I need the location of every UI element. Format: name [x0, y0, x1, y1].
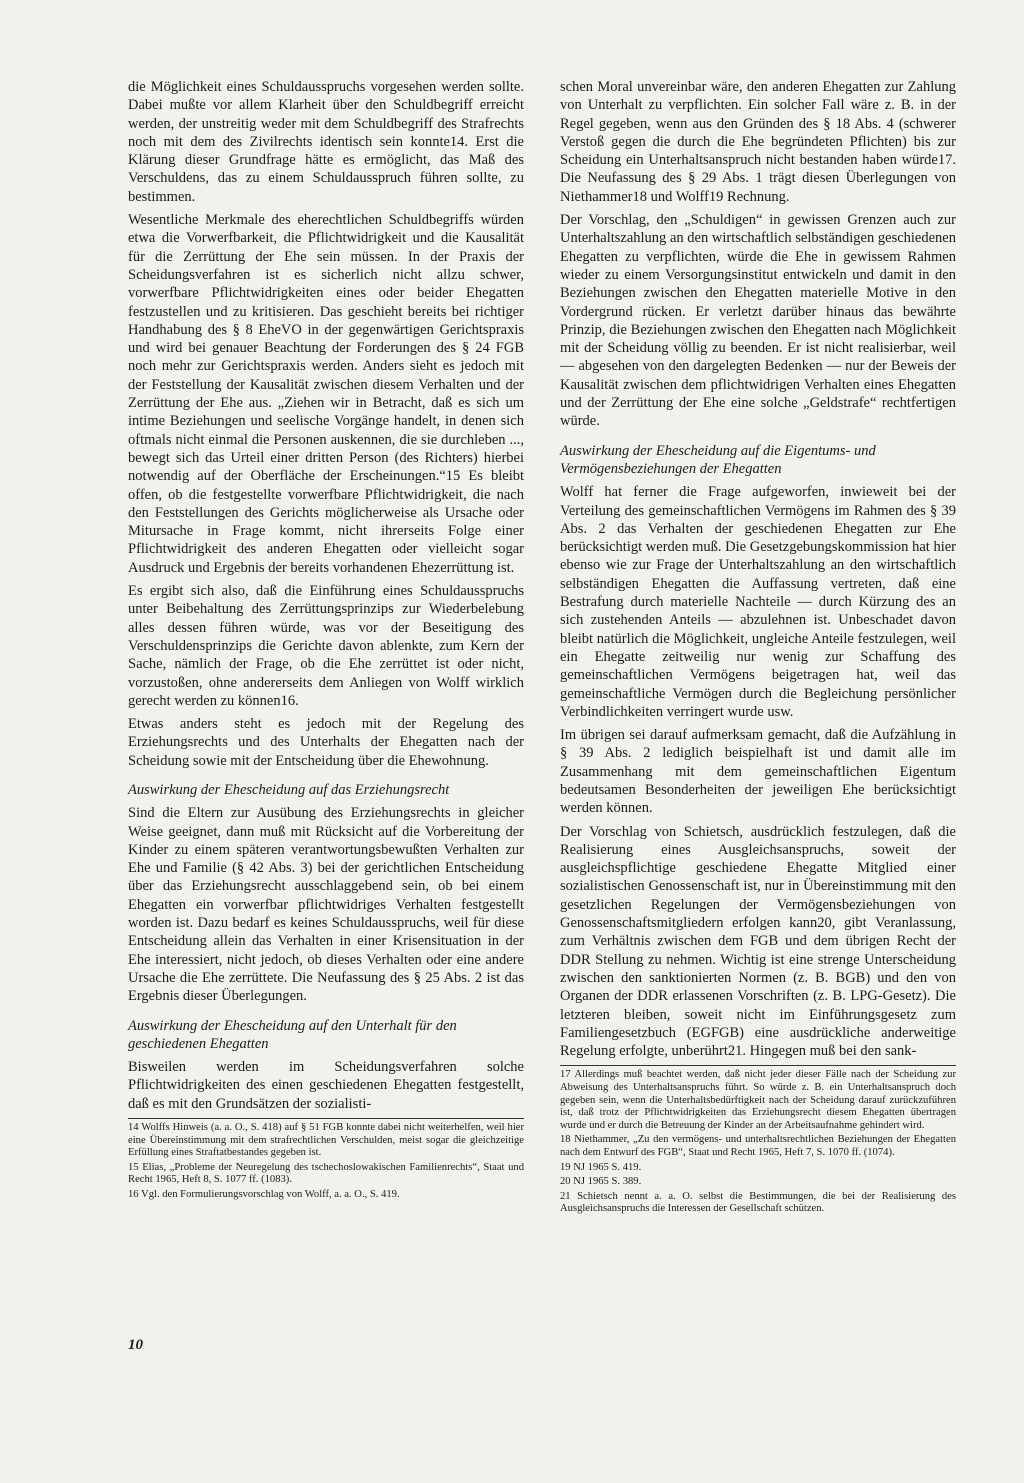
footnote: 21 Schietsch nennt a. a. O. selbst die Bestimmungen, die bei der Realisierung des Ausgleichsanspruchs die Interessen der Gesellschaft schützen.: [560, 1190, 956, 1215]
paragraph: Der Vorschlag, den „Schuldigen“ in gewissen Grenzen auch zur Unterhaltszahlung an den wirtschaftlich selbständigen geschiedenen Ehegatten zu verpflichten, würde die Ehe in gewissem Rahmen wieder zu einem Versorgungsinstitut entwickeln und damit in den Beziehungen zwischen den Ehegatten materielle Motive in den Vordergrund rücken. Er verletzt darüber hinaus das bewährte Prinzip, die Beziehungen zwischen den Ehegatten nach Möglichkeit mit der Scheidung völlig zu beenden. Er ist nicht realisierbar, weil — abgesehen von den dargelegten Bedenken — nur der Beweis der Kausalität zwischen dem pflichtwidrigen Verhalten eines Ehegatten und der Zerrüttung der Ehe eine solche „Geldstrafe“ rechtfertigen würde.: [560, 212, 956, 430]
paragraph: Wolff hat ferner die Frage aufgeworfen, inwieweit bei der Verteilung des gemeinschaftlichen Vermögens im Rahmen des § 39 Abs. 2 das Verhalten der geschiedenen Ehegatten zur Ehe berücksichtigt werden muß. Die Gesetzgebungskommission hat hier ebenso wie zur Frage der Unterhaltszahlung an den wirtschaftlich selbständigen Ehegatten die Auffassung vertreten, daß eine Bestrafung durch materielle Nachteile — durch Kürzung des an sich zustehenden Anteils — abzulehnen ist. Unbeschadet davon bleibt natürlich die Möglichkeit, ungleiche Anteile festzulegen, weil ein Ehegatte zeitweilig nur wenig zur Schaffung des gemeinschaftlichen Vermögens beigetragen hat, weil das gemeinschaftliche Vermögen durch die Begleichung persönlicher Verbindlichkeiten verringert wurde usw.: [560, 484, 956, 720]
right-body: [560, 78, 956, 1060]
footnote: 14 Wolffs Hinweis (a. a. O., S. 418) auf § 51 FGB konnte dabei nicht weiterhelfen, weil hier eine Übereinstimmung mit dem strafrechtlichen Verschulden, meist sogar die gleichzeitige Erfüllung eines Straftatbestandes gegeben ist.: [128, 1122, 524, 1159]
footnote: 19 NJ 1965 S. 419.: [560, 1161, 642, 1173]
left-body: [128, 78, 524, 1113]
footnote: 16 Vgl. den Formulierungsvorschlag von Wolff, a. a. O., S. 419.: [128, 1189, 400, 1200]
section-heading-erziehungsrecht: Auswirkung der Ehescheidung auf das Erziehungsrecht: [128, 781, 450, 798]
footnote: 15 Elias, „Probleme der Neuregelung des tschechoslowakischen Familienrechts“, Staat und Recht 1965, Heft 8, S. 1077 ff. (1083).: [128, 1161, 524, 1186]
left-column: [128, 78, 524, 1204]
right-footnotes: [560, 1069, 956, 1216]
section-heading-unterhalt: Auswirkung der Ehescheidung auf den Unterhalt für den geschiedenen Ehegatten: [128, 1017, 457, 1052]
section-heading-eigentum: Auswirkung der Ehescheidung auf die Eigentums- und Vermögensbeziehungen der Ehegatten: [560, 442, 876, 477]
footnote-divider: [560, 1065, 956, 1066]
paragraph: die Möglichkeit eines Schuldausspruchs vorgesehen werden sollte. Dabei mußte vor allem Klarheit über den Schuldbegriff erreicht werden, der unstreitig weder mit dem Schuldbegriff des Strafrechts noch mit dem des Zivilrechts identisch sein konnte14. Erst die Klärung dieser Grundfrage hätte es ermöglicht, das Maß des Verschuldens, das zu einem Schuldausspruch führen sollte, zu bestimmen.: [128, 79, 524, 205]
paragraph: Der Vorschlag von Schietsch, ausdrücklich festzulegen, daß die Realisierung eines Ausgleichsanspruchs, soweit der ausgleichspflichtige geschiedene Ehegatte Mitglied einer sozialistischen Genossenschaft ist, nur in Übereinstimmung mit den gesetzlichen Regelungen der Vermögensbeziehungen von Genossenschaftsmitgliedern erfolgen kann20, gibt Veranlassung, zum Verhältnis zwischen dem FGB und dem übrigen Recht der DDR Stellung zu nehmen. Wichtig ist eine strenge Unterscheidung zwischen den sanktionierten Normen (z. B. BGB) und den von Organen der DDR erlassenen Vorschriften (z. B. LPG-Gesetz). Die letzteren bleiben, soweit nicht im Einführungsgesetz zum Familiengesetzbuch (EGFGB) eine ausdrückliche anderweitige Regelung erfolgte, unberührt21. Hingegen muß bei den sank-: [560, 823, 956, 1060]
paragraph: Bisweilen werden im Scheidungsverfahren solche Pflichtwidrigkeiten des einen geschiedenen Ehegatten festgestellt, daß es mit den Grundsätzen der sozialisti-: [128, 1059, 524, 1112]
paragraph: Sind die Eltern zur Ausübung des Erziehungsrechts in gleicher Weise geeignet, dann muß mit Rücksicht auf die Vorbereitung der Kinder zu einem späteren verantwortungsbewußten Verhalten zur Ehe und Familie (§ 42 Abs. 3) bei der gerichtlichen Entscheidung über das Erziehungsrecht ausschlaggebend sein, ob bei einem Ehegatten ein vorwerfbar pflichtwidriges Verhalten festgestellt worden ist. Dazu bedarf es keines Schuldausspruchs, weil für diese Entscheidung allein das Verhalten in einer Krisensituation in der Ehe interessiert, nicht jedoch, ob dieses Verhalten oder eine andere Ursache die Ehe zerrüttete. Die Neufassung des § 25 Abs. 2 ist das Ergebnis dieser Überlegungen.: [128, 805, 524, 1005]
left-footnotes: [128, 1122, 524, 1202]
footnote: 17 Allerdings muß beachtet werden, daß nicht jeder dieser Fälle nach der Scheidung zur Abweisung des Unterhaltsanspruchs führt. So würde z. B. ein Unterhaltsanspruch doch gegeben sein, wenn die Unterhaltsbedürftigkeit nach der Scheidung darauf zurückzuführen ist, daß trotz der Pflichtwidrigkeiten das Erziehungsrecht diesem Ehegatten übertragen wurde und er durch die Betreuung der Kinder an der Arbeitsaufnahme gehindert wird.: [560, 1069, 956, 1131]
paragraph: Es ergibt sich also, daß die Einführung eines Schuldausspruchs unter Beibehaltung des Zerrüttungsprinzips zur Wiederbelebung alles dessen führen würde, was vor der Beseitigung des Verschuldensprinzips die Gerichte davon ablenkte, zum Kern der Sache, nämlich der Frage, ob die Ehe zerrüttet ist oder nicht, vorzustoßen, ohne andererseits dem Anliegen von Wolff wirklich gerecht werden zu können16.: [128, 583, 524, 709]
paragraph: schen Moral unvereinbar wäre, den anderen Ehegatten zur Zahlung von Unterhalt zu verpflichten. Ein solcher Fall wäre z. B. in der Regel gegeben, wenn aus den Gründen des § 18 Abs. 4 (schwerer Verstoß gegen die durch die Ehe begründeten Pflichten) bis zur Scheidung ein Unterhaltsanspruch nicht bestanden haben würde17. Die Neufassung des § 29 Abs. 1 trägt diesen Überlegungen von Niethammer18 und Wolff19 Rechnung.: [560, 79, 956, 205]
page-number: 10: [128, 1337, 143, 1353]
paragraph: Etwas anders steht es jedoch mit der Regelung des Erziehungsrechts und des Unterhalts der Ehegatten nach der Scheidung sowie mit der Entscheidung über die Ehewohnung.: [128, 716, 524, 769]
paragraph: Wesentliche Merkmale des eherechtlichen Schuldbegriffs würden etwa die Vorwerfbarkeit, die Pflichtwidrigkeit und die Kausalität für die Zerrüttung der Ehe sein müssen. In der Praxis der Scheidungsverfahren ist es sicherlich nicht allzu schwer, vorwerfbare Pflichtwidrigkeiten eines oder beider Ehegatten festzustellen und zu kritisieren. Das geschieht bereits bei richtiger Handhabung des § 8 EheVO in der gegenwärtigen Gerichtspraxis und wird bei genauer Beachtung der Forderungen des § 24 FGB noch mehr zur Gerichtspraxis werden. Anders sieht es jedoch mit der Feststellung der Kausalität zwischen diesem Verhalten und der Zerrüttung der Ehe aus. „Ziehen wir in Betracht, daß es sich um intime Beziehungen und seelische Vorgänge handelt, in denen sich oftmals nicht einmal die Personen auskennen, die sie durchleben ..., bewegt sich das Urteil einer dritten Person (des Richters) hierbei notwendig auf der Oberfläche der Erscheinungen.“15 Es bleibt offen, ob die festgestellte vorwerfbare Pflichtwidrigkeit, die nach den Feststellungen des Gerichts möglicherweise als Ursache oder Mitursache in Frage kommt, nicht ihrerseits Folge einer Pflichtwidrigkeit des anderen Ehegatten oder vielleicht sogar Ausdruck und Ergebnis der bereits vorhandenen Ehezerrüttung ist.: [128, 212, 524, 576]
paragraph: Im übrigen sei darauf aufmerksam gemacht, daß die Aufzählung in § 39 Abs. 2 lediglich beispielhaft ist und damit alle im Zusammenhang mit dem gemeinschaftlichen Eigentum bedeutsamen Besonderheiten der jeweiligen Ehe berücksichtigt werden können.: [560, 727, 956, 817]
footnote: 18 Niethammer, „Zu den vermögens- und unterhaltsrechtlichen Beziehungen der Ehegatten nach dem Entwurf des FGB“, Staat und Recht 1965, Heft 7, S. 1070 ff. (1074).: [560, 1134, 956, 1158]
right-column: [560, 78, 956, 1218]
footnote: 20 NJ 1965 S. 389.: [560, 1176, 642, 1188]
footnote-divider: [128, 1118, 524, 1119]
